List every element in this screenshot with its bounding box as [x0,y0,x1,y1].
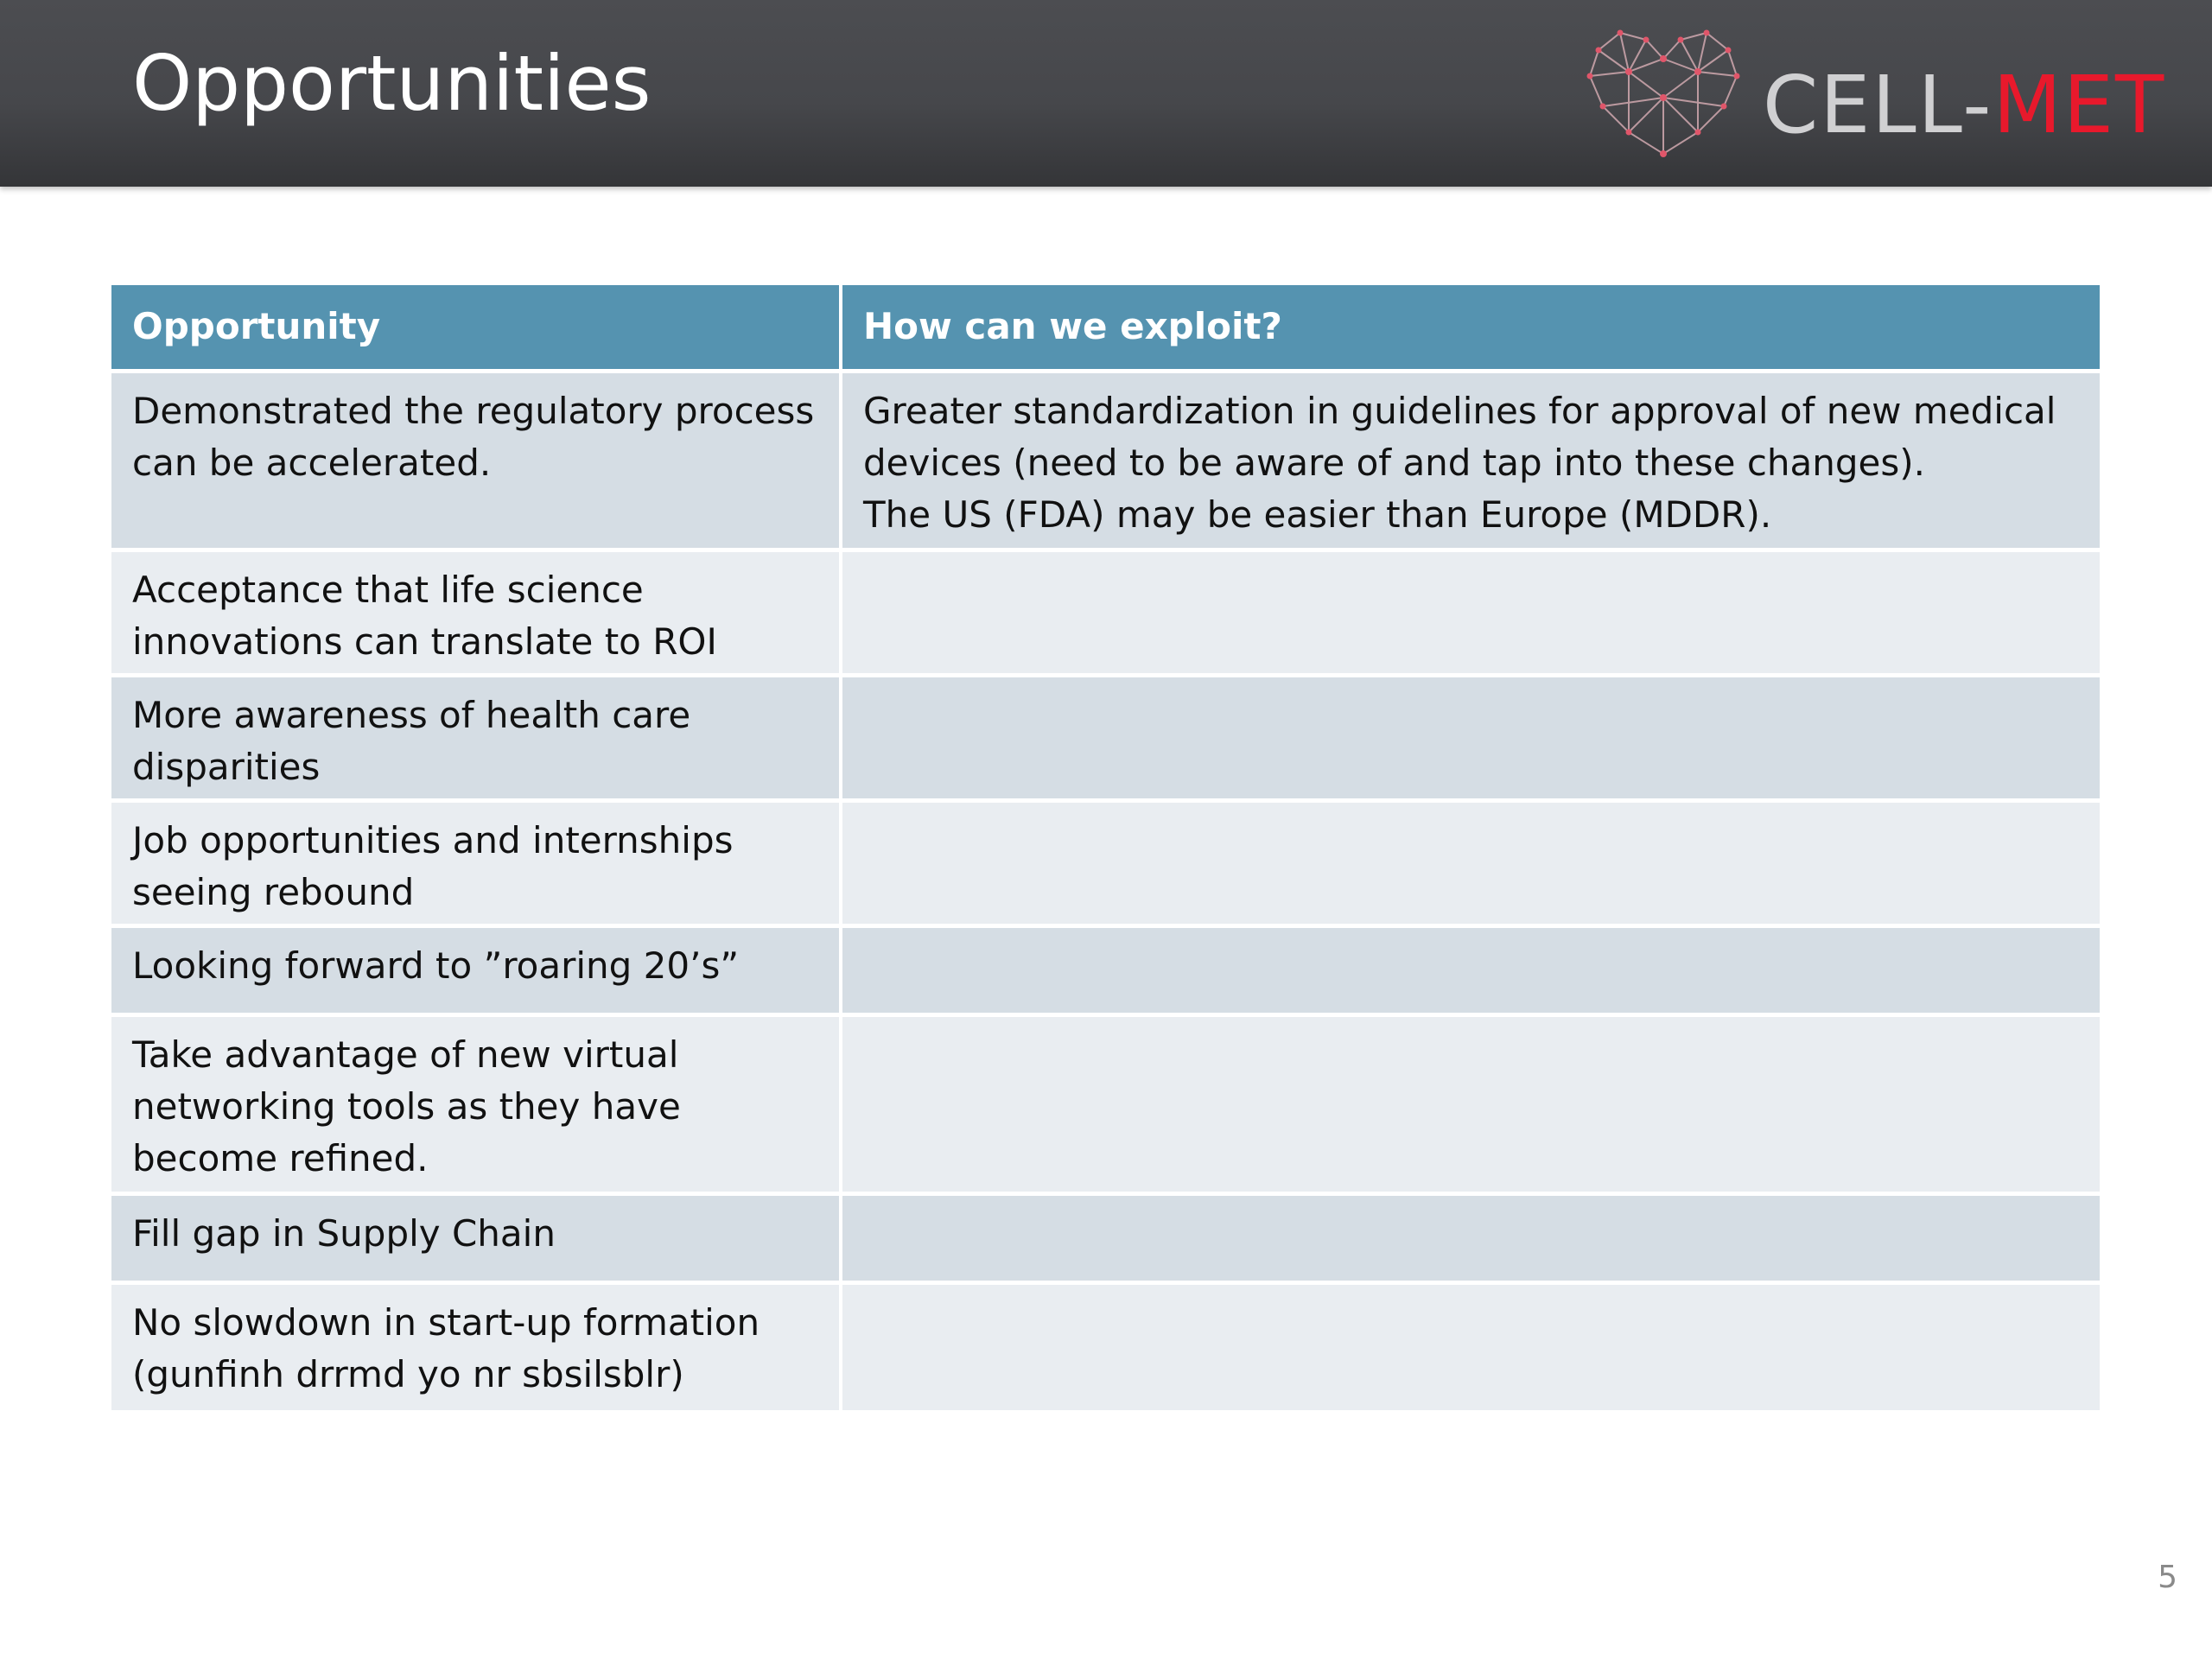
table-header-row [111,285,2100,373]
exploit-cell [842,1017,2100,1196]
opportunity-cell: No slowdown in start-up formation (gunfinh drrmd yo nr sbsilsblr) [111,1285,842,1410]
page-number: 5 [2158,1560,2177,1595]
table-row [111,1017,2100,1196]
exploit-line: The US (FDA) may be easier than Europe (MDDR). [863,493,1772,536]
opportunity-cell: Take advantage of new virtual networking tools as they have become refined. [111,1017,842,1196]
opportunity-cell: Looking forward to ”roaring 20’s” [111,928,842,1017]
exploit-cell [842,1285,2100,1410]
table-row [111,677,2100,803]
exploit-cell [842,803,2100,928]
logo-wordmark [1763,59,2166,151]
exploit-cell [842,928,2100,1017]
table-row [111,552,2100,677]
opportunity-cell: More awareness of health care disparities [111,677,842,803]
exploit-cell [842,677,2100,803]
logo-text-met: MET [1993,59,2166,151]
exploit-cell [842,552,2100,677]
slide-header [0,0,2212,187]
exploit-cell [842,1196,2100,1285]
table-row [111,1285,2100,1410]
opportunity-cell: Job opportunities and internships seeing rebound [111,803,842,928]
cell-met-logo [1581,24,2186,162]
logo-text-cell: CELL- [1763,59,1993,151]
exploit-line: Greater standardization in guidelines for approval of new medical devices (need to be aware of and tap into these changes). [863,390,2056,484]
table-row [111,1196,2100,1285]
table-row [111,928,2100,1017]
column-header-opportunity: Opportunity [111,285,842,373]
page-title: Opportunities [132,39,652,128]
table-row [111,373,2100,552]
table-row [111,803,2100,928]
exploit-cell [842,373,2100,552]
opportunities-table [111,285,2100,1410]
column-header-exploit: How can we exploit? [842,285,2100,373]
opportunity-cell: Acceptance that life science innovations can translate to ROI [111,552,842,677]
opportunity-cell: Demonstrated the regulatory process can be accelerated. [111,373,842,552]
heart-network-icon [1581,24,1745,162]
opportunity-cell: Fill gap in Supply Chain [111,1196,842,1285]
